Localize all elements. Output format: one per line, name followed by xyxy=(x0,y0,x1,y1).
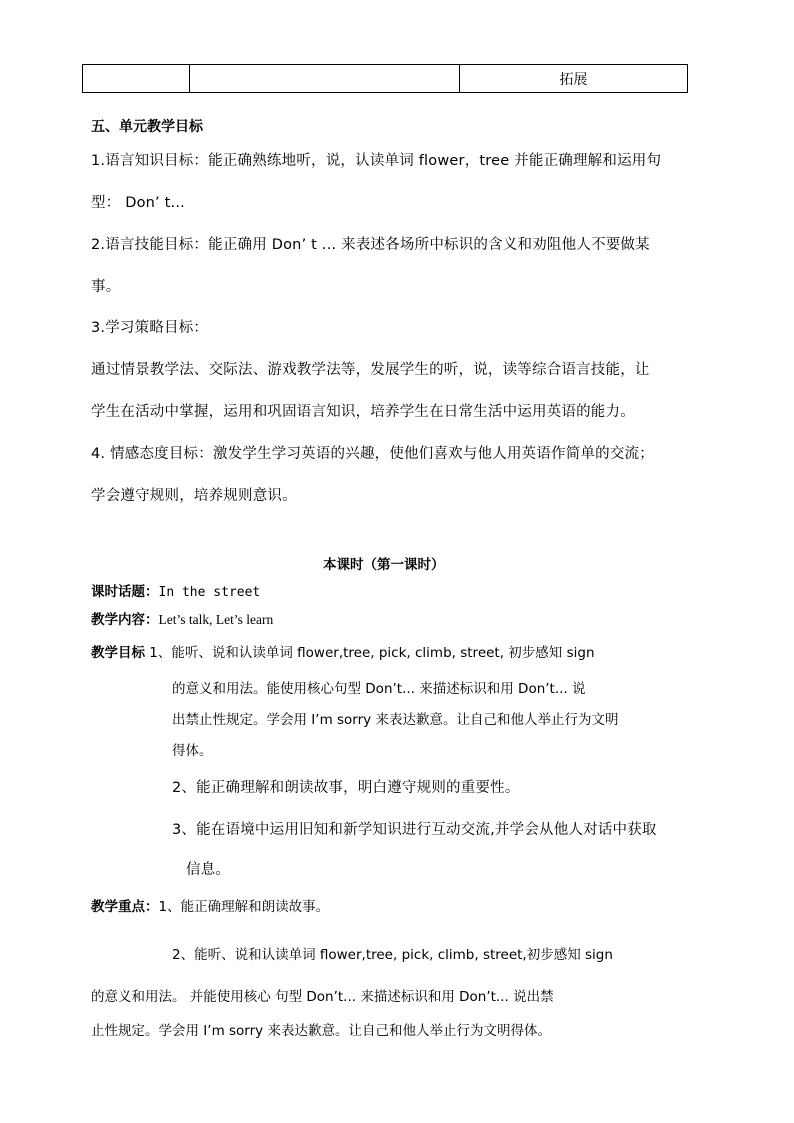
topic-label: 课时话题： xyxy=(91,584,159,600)
objectives-label: 教学目标 xyxy=(91,645,145,661)
table-cell xyxy=(190,65,460,93)
goal-4-line-1: 4. 情感态度目标：激发学生学习英语的兴趣，使他们喜欢与他人用英语作简单的交流； xyxy=(91,446,654,462)
table-fragment xyxy=(82,64,688,93)
objective-1-line-4: 得体。 xyxy=(172,743,213,759)
goal-2-line-2: 事。 xyxy=(91,279,121,295)
key-point-2-line-3: 止性规定。学会用 I’m sorry 来表达歉意。让自己和他人举止行为文明得体。 xyxy=(91,1023,551,1039)
goal-3-line-1: 通过情景教学法、交际法、游戏教学法等，发展学生的听，说，读等综合语言技能，让 xyxy=(91,362,650,378)
table-row xyxy=(83,65,688,93)
objective-3-line-1: 3、能在语境中运用旧知和新学知识进行互动交流,并学会从他人对话中获取 xyxy=(172,822,657,838)
goal-4-line-2: 学会遵守规则，培养规则意识。 xyxy=(91,488,297,504)
content-value: Let’s talk, Let’s learn xyxy=(158,612,274,627)
key-point-1: 1、能正确理解和朗读故事。 xyxy=(158,899,330,915)
topic-value: In the street xyxy=(158,585,261,600)
goal-1-line-2: 型： Don’ t... xyxy=(91,195,185,211)
key-points-row xyxy=(91,895,329,915)
objective-3-line-2: 信息。 xyxy=(186,862,231,878)
objective-1-line-2: 的意义和用法。能使用核心句型 Don’t... 来描述标识和用 Don’t... 说 xyxy=(172,681,586,697)
objectives-row xyxy=(91,641,595,661)
goal-3-line-2: 学生在活动中掌握，运用和巩固语言知识，培养学生在日常生活中运用英语的能力。 xyxy=(91,404,635,420)
goal-2-line-1: 2.语言技能目标：能正确用 Don’ t ... 来表述各场所中标识的含义和劝阻他人不要做某 xyxy=(91,237,650,253)
goal-3-title: 3.学习策略目标： xyxy=(91,320,209,336)
objective-2: 2、能正确理解和朗读故事，明白遵守规则的重要性。 xyxy=(172,780,520,796)
topic-row xyxy=(91,580,260,600)
content-label: 教学内容： xyxy=(91,612,159,628)
key-points-label: 教学重点： xyxy=(91,899,159,915)
table-cell xyxy=(83,65,190,93)
lesson-title: 本课时（第一课时） xyxy=(323,557,445,573)
key-point-2-line-1: 2、能听、说和认读单词 flower,tree, pick, climb, street,初步感知 sign xyxy=(172,947,613,963)
objective-1-line-3: 出禁止性规定。学会用 I’m sorry 来表达歉意。让自己和他人举止行为文明 xyxy=(172,712,619,728)
section-heading: 五、单元教学目标 xyxy=(91,119,203,135)
table-cell: 拓展 xyxy=(460,65,688,93)
content-row xyxy=(91,608,273,628)
goal-1-line-1: 1.语言知识目标：能正确熟练地听，说，认读单词 flower，tree 并能正确理解和运用句 xyxy=(91,153,662,169)
key-point-2-line-2: 的意义和用法。 并能使用核心 句型 Don’t... 来描述标识和用 Don’t... 说出禁 xyxy=(91,989,554,1005)
objective-1-line-1: 1、能听、说和认读单词 flower,tree, pick, climb, street, 初步感知 sign xyxy=(145,645,595,661)
